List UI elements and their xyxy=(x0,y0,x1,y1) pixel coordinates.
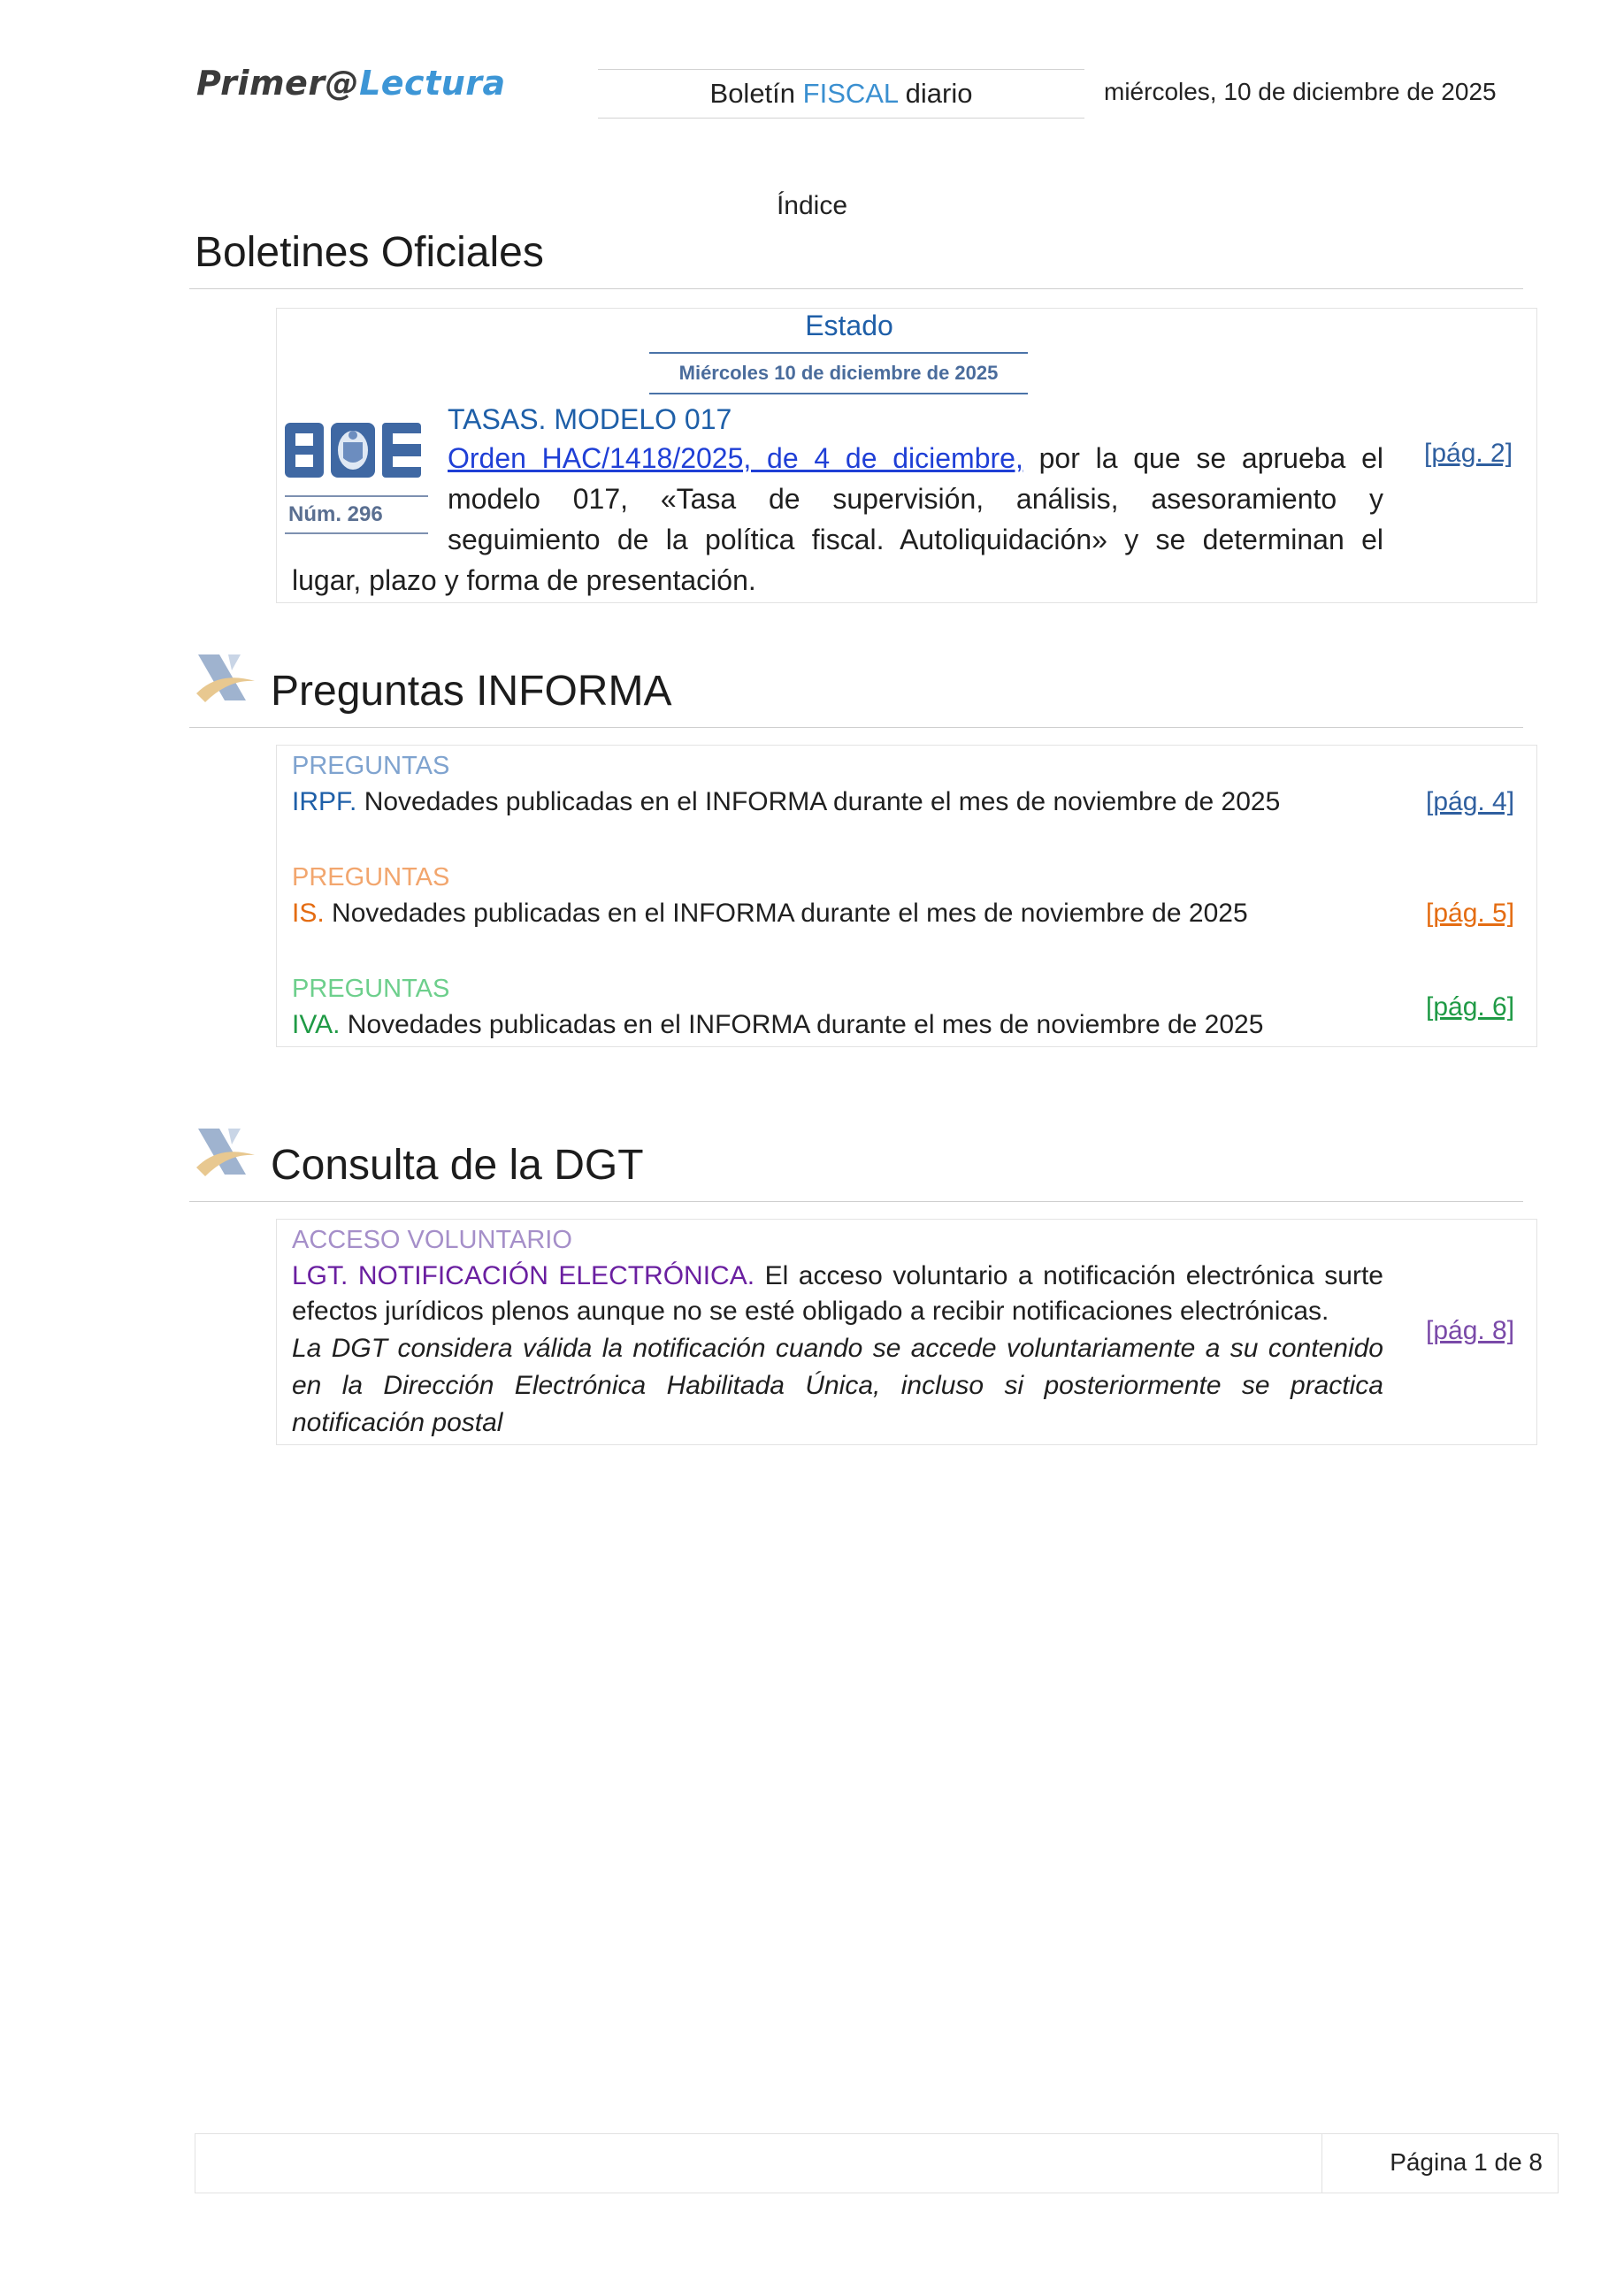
header-date: miércoles, 10 de diciembre de 2025 xyxy=(1104,78,1497,105)
logo-part2: Lectura xyxy=(359,64,506,103)
dgt-italic2: en la Dirección Electrónica Habilitada Única, incluso si posteriormente se practica xyxy=(292,1371,1383,1400)
logo-part1: Primer@ xyxy=(196,64,360,103)
page-link-2[interactable]: [pág. 2] xyxy=(1424,439,1513,468)
page-link-6[interactable]: [pág. 6] xyxy=(1426,992,1515,1022)
brand-logo xyxy=(196,64,506,103)
page-link-4[interactable]: [pág. 4] xyxy=(1426,787,1515,816)
estado-label: Estado xyxy=(805,310,893,341)
tag-lgt: LGT. NOTIFICACIÓN ELECTRÓNICA. xyxy=(292,1261,755,1290)
tag-irpf: IRPF. xyxy=(292,787,357,816)
page-link-8[interactable]: [pág. 8] xyxy=(1426,1316,1515,1345)
section-title-informa: Preguntas INFORMA xyxy=(271,668,672,715)
title-highlight: FISCAL xyxy=(802,78,899,109)
dgt-line1-rest: El acceso voluntario a notificación electrónica surte xyxy=(755,1261,1383,1290)
orden-link[interactable]: Orden HAC/1418/2025, de 4 de diciembre, xyxy=(448,442,1023,474)
text-is: Novedades publicadas en el INFORMA durante el mes de noviembre de 2025 xyxy=(324,899,1248,928)
item-irpf xyxy=(292,787,1280,817)
section-divider xyxy=(189,288,1523,289)
boe-number: Núm. 296 xyxy=(285,495,428,534)
kicker-iva: PREGUNTAS xyxy=(292,975,450,1003)
tag-iva: IVA. xyxy=(292,1010,341,1039)
item-text-line4: lugar, plazo y forma de presentación. xyxy=(292,564,756,596)
dgt-italic1: La DGT considera válida la notificación cuando se accede voluntariamente a su contenido xyxy=(292,1334,1383,1363)
kicker-is: PREGUNTAS xyxy=(292,863,450,892)
text-iva: Novedades publicadas en el INFORMA durante el mes de noviembre de 2025 xyxy=(340,1010,1264,1039)
item-is xyxy=(292,899,1248,929)
section-divider xyxy=(189,727,1523,728)
agencia-tributaria-icon xyxy=(193,649,258,706)
item-text-line3: seguimiento de la política fiscal. Autoliquidación» y se determinan el xyxy=(448,524,1383,555)
index-heading: Índice xyxy=(776,191,848,220)
section-divider xyxy=(189,1201,1523,1202)
item-text-line2: modelo 017, «Tasa de supervisión, análisis, asesoramiento y xyxy=(448,483,1383,515)
kicker-acceso: ACCESO VOLUNTARIO xyxy=(292,1226,572,1254)
item-title-tasas: TASAS. MODELO 017 xyxy=(448,403,732,435)
tag-is: IS. xyxy=(292,899,325,928)
dgt-line2: efectos jurídicos plenos aunque no se esté obligado a recibir notificaciones electrónicas. xyxy=(292,1297,1329,1326)
title-prefix: Boletín xyxy=(709,78,803,109)
kicker-irpf: PREGUNTAS xyxy=(292,752,450,780)
dgt-line1 xyxy=(292,1261,1383,1291)
agencia-tributaria-icon xyxy=(193,1123,258,1180)
section-title-dgt: Consulta de la DGT xyxy=(271,1142,644,1189)
title-suffix: diario xyxy=(898,78,973,109)
item-text-line1 xyxy=(448,442,1383,475)
item-text-rest: por la que se aprueba el xyxy=(1023,442,1384,474)
dgt-italic3: notificación postal xyxy=(292,1408,503,1437)
date-banner: Miércoles 10 de diciembre de 2025 xyxy=(649,352,1028,394)
page-link-5[interactable]: [pág. 5] xyxy=(1426,899,1515,928)
item-iva xyxy=(292,1010,1263,1040)
boe-logo-icon xyxy=(285,419,421,481)
section-title-boletines: Boletines Oficiales xyxy=(195,229,544,276)
text-irpf: Novedades publicadas en el INFORMA durante el mes de noviembre de 2025 xyxy=(356,787,1281,816)
bulletin-title xyxy=(598,69,1084,119)
page-number: Página 1 de 8 xyxy=(1390,2148,1543,2176)
